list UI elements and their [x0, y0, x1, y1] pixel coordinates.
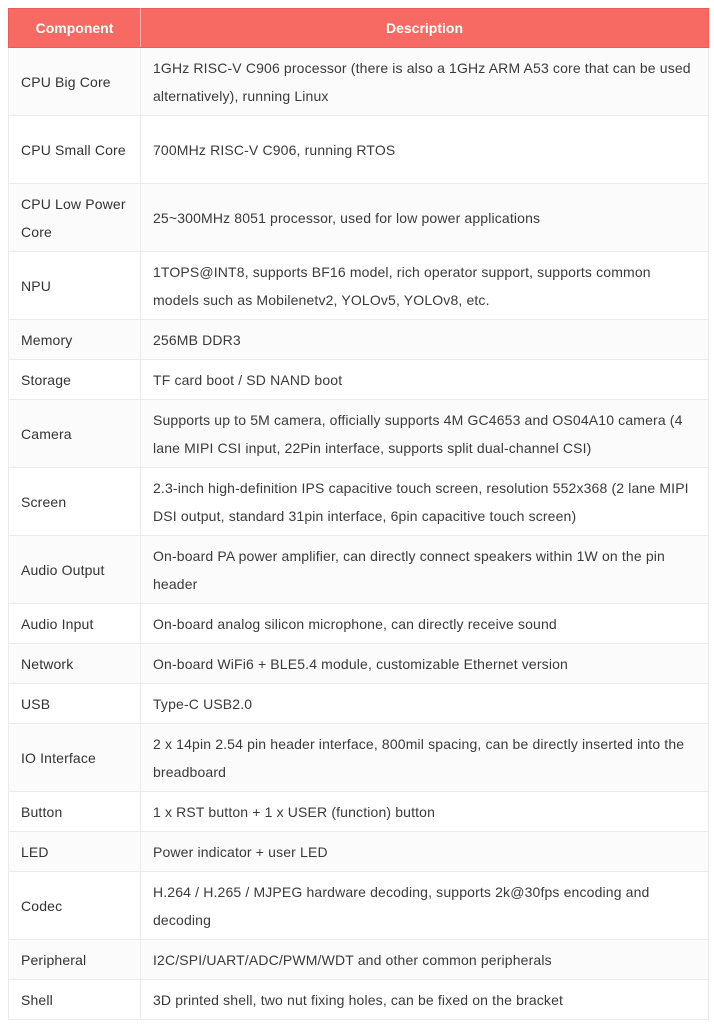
- description-cell: Power indicator + user LED: [141, 832, 709, 872]
- table-row: [9, 184, 709, 252]
- description-cell: On-board WiFi6 + BLE5.4 module, customizable Ethernet version: [141, 644, 709, 684]
- table-row: [9, 536, 709, 604]
- description-cell: 256MB DDR3: [141, 320, 709, 360]
- table-row: [9, 724, 709, 792]
- description-cell: 25~300MHz 8051 processor, used for low power applications: [141, 184, 709, 252]
- component-cell: CPU Low Power Core: [9, 184, 141, 252]
- component-cell: Codec: [9, 872, 141, 940]
- table-row: [9, 360, 709, 400]
- description-cell: 700MHz RISC-V C906, running RTOS: [141, 116, 709, 184]
- table-row: [9, 116, 709, 184]
- table-row: [9, 604, 709, 644]
- table-row: [9, 872, 709, 940]
- component-cell: Camera: [9, 400, 141, 468]
- component-cell: Storage: [9, 360, 141, 400]
- component-cell: IO Interface: [9, 724, 141, 792]
- component-cell: CPU Small Core: [9, 116, 141, 184]
- table-row: [9, 980, 709, 1020]
- description-cell: 2 x 14pin 2.54 pin header interface, 800mil spacing, can be directly inserted into the breadboard: [141, 724, 709, 792]
- description-cell: On-board PA power amplifier, can directly connect speakers within 1W on the pin header: [141, 536, 709, 604]
- description-cell: I2C/SPI/UART/ADC/PWM/WDT and other common peripherals: [141, 940, 709, 980]
- component-cell: LED: [9, 832, 141, 872]
- description-cell: On-board analog silicon microphone, can directly receive sound: [141, 604, 709, 644]
- description-cell: 2.3-inch high-definition IPS capacitive touch screen, resolution 552x368 (2 lane MIPI DSI output, standard 31pin interface, 6pin capacitive touch screen): [141, 468, 709, 536]
- component-cell: Audio Input: [9, 604, 141, 644]
- table-row: [9, 792, 709, 832]
- table-row: [9, 684, 709, 724]
- table-row: [9, 644, 709, 684]
- table-row: [9, 320, 709, 360]
- component-cell: CPU Big Core: [9, 48, 141, 116]
- description-cell: H.264 / H.265 / MJPEG hardware decoding, supports 2k@30fps encoding and decoding: [141, 872, 709, 940]
- description-cell: 1GHz RISC-V C906 processor (there is also a 1GHz ARM A53 core that can be used alternatively), running Linux: [141, 48, 709, 116]
- description-cell: 1TOPS@INT8, supports BF16 model, rich operator support, supports common models such as Mobilenetv2, YOLOv5, YOLOv8, etc.: [141, 252, 709, 320]
- table-row: [9, 252, 709, 320]
- component-cell: Screen: [9, 468, 141, 536]
- table-row: [9, 832, 709, 872]
- header-row: [9, 9, 709, 48]
- component-cell: Peripheral: [9, 940, 141, 980]
- component-cell: Memory: [9, 320, 141, 360]
- header-component: Component: [9, 9, 141, 48]
- description-cell: Type-C USB2.0: [141, 684, 709, 724]
- table-row: [9, 940, 709, 980]
- table-header: [9, 9, 709, 48]
- component-cell: Network: [9, 644, 141, 684]
- description-cell: 3D printed shell, two nut fixing holes, can be fixed on the bracket: [141, 980, 709, 1020]
- component-cell: Button: [9, 792, 141, 832]
- component-cell: Audio Output: [9, 536, 141, 604]
- table-row: [9, 400, 709, 468]
- header-description: Description: [141, 9, 709, 48]
- spec-table: [8, 8, 709, 1020]
- component-cell: Shell: [9, 980, 141, 1020]
- component-cell: NPU: [9, 252, 141, 320]
- table-body: [9, 48, 709, 1020]
- component-cell: USB: [9, 684, 141, 724]
- spec-table-container: [8, 8, 708, 1020]
- description-cell: TF card boot / SD NAND boot: [141, 360, 709, 400]
- description-cell: 1 x RST button + 1 x USER (function) button: [141, 792, 709, 832]
- table-row: [9, 468, 709, 536]
- table-row: [9, 48, 709, 116]
- description-cell: Supports up to 5M camera, officially supports 4M GC4653 and OS04A10 camera (4 lane MIPI CSI input, 22Pin interface, supports split dual-channel CSI): [141, 400, 709, 468]
